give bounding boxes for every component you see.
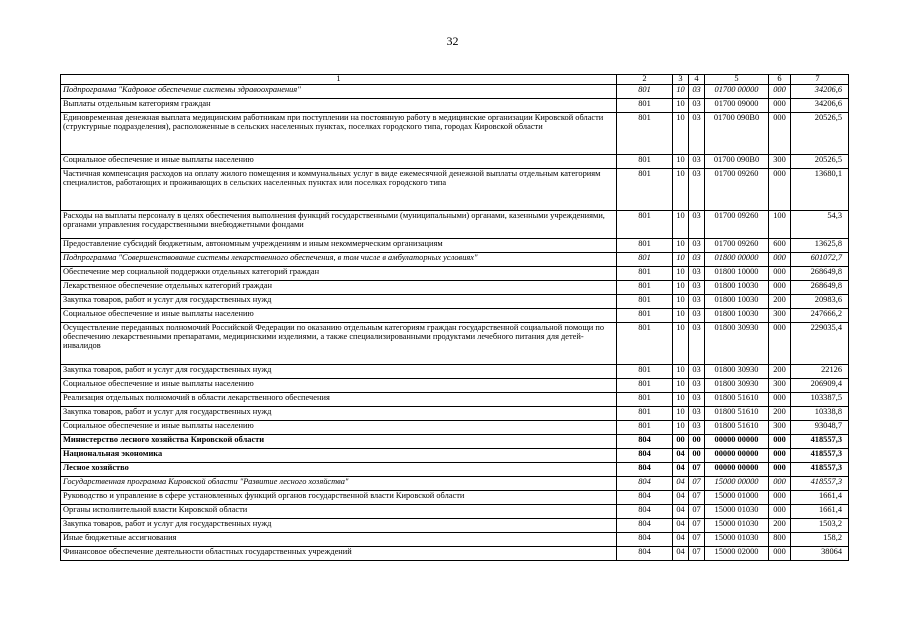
table-row (61, 239, 849, 253)
row-amount: 418557,3 (791, 449, 849, 463)
row-section: 10 (673, 295, 689, 309)
row-expense-type: 000 (769, 547, 791, 561)
row-target-article: 15000 01000 (705, 491, 769, 505)
header-cell: 5 (705, 75, 769, 85)
row-ministry-code: 801 (617, 295, 673, 309)
table-row (61, 449, 849, 463)
row-subsection: 03 (689, 407, 705, 421)
row-description: Финансовое обеспечение деятельности областных государственных учреждений (61, 547, 617, 561)
row-ministry-code: 804 (617, 533, 673, 547)
row-target-article: 01700 09260 (705, 239, 769, 253)
row-amount: 93048,7 (791, 421, 849, 435)
row-subsection: 03 (689, 365, 705, 379)
table-row (61, 169, 849, 211)
row-target-article: 15000 02000 (705, 547, 769, 561)
row-expense-type: 800 (769, 533, 791, 547)
row-description: Частичная компенсация расходов на оплату жилого помещения и коммунальных услуг в виде ежемесячной денежной выплаты отдельным категориям специалистов, работающих и проживающих в сельских населенных пунктах или поселках городского типа (61, 169, 617, 211)
row-section: 10 (673, 393, 689, 407)
row-ministry-code: 801 (617, 421, 673, 435)
row-subsection: 00 (689, 449, 705, 463)
row-subsection: 03 (689, 323, 705, 365)
row-section: 10 (673, 239, 689, 253)
row-description: Иные бюджетные ассигнования (61, 533, 617, 547)
row-expense-type: 200 (769, 407, 791, 421)
row-section: 10 (673, 379, 689, 393)
row-description: Руководство и управление в сфере установленных функций органов государственной власти Кировской области (61, 491, 617, 505)
row-description: Расходы на выплаты персоналу в целях обеспечения выполнения функций государственными (муниципальными) органами, казенными учреждениями, органами управления государственными внебюджетными фондами (61, 211, 617, 239)
row-subsection: 03 (689, 379, 705, 393)
row-target-article: 01800 10000 (705, 267, 769, 281)
row-target-article: 01800 51610 (705, 421, 769, 435)
header-cell: 1 (61, 75, 617, 85)
row-amount: 247666,2 (791, 309, 849, 323)
row-expense-type: 200 (769, 295, 791, 309)
row-subsection: 07 (689, 505, 705, 519)
row-expense-type: 000 (769, 85, 791, 99)
row-ministry-code: 801 (617, 113, 673, 155)
row-target-article: 01800 10030 (705, 281, 769, 295)
row-target-article: 01700 09260 (705, 211, 769, 239)
row-description: Органы исполнительной власти Кировской области (61, 505, 617, 519)
row-target-article: 01800 30930 (705, 379, 769, 393)
row-ministry-code: 801 (617, 169, 673, 211)
row-description: Реализация отдельных полномочий в области лекарственного обеспечения (61, 393, 617, 407)
row-expense-type: 000 (769, 169, 791, 211)
row-description: Закупка товаров, работ и услуг для государственных нужд (61, 407, 617, 421)
table-row (61, 407, 849, 421)
table-row (61, 281, 849, 295)
table-row (61, 547, 849, 561)
row-section: 00 (673, 435, 689, 449)
row-target-article: 01700 090В0 (705, 155, 769, 169)
row-description: Закупка товаров, работ и услуг для государственных нужд (61, 365, 617, 379)
row-subsection: 07 (689, 533, 705, 547)
row-ministry-code: 804 (617, 547, 673, 561)
table-row (61, 211, 849, 239)
row-description: Социальное обеспечение и иные выплаты населению (61, 309, 617, 323)
row-section: 10 (673, 407, 689, 421)
row-subsection: 03 (689, 85, 705, 99)
row-description: Социальное обеспечение и иные выплаты населению (61, 379, 617, 393)
row-target-article: 00000 00000 (705, 449, 769, 463)
row-amount: 20526,5 (791, 155, 849, 169)
row-amount: 38064 (791, 547, 849, 561)
row-amount: 268649,8 (791, 267, 849, 281)
table-row (61, 435, 849, 449)
row-section: 10 (673, 421, 689, 435)
table-row (61, 533, 849, 547)
row-section: 10 (673, 309, 689, 323)
table-row (61, 267, 849, 281)
row-description: Социальное обеспечение и иные выплаты населению (61, 421, 617, 435)
row-ministry-code: 801 (617, 281, 673, 295)
row-expense-type: 600 (769, 239, 791, 253)
row-description: Государственная программа Кировской области "Развитие лесного хозяйства" (61, 477, 617, 491)
row-amount: 13625,8 (791, 239, 849, 253)
row-subsection: 03 (689, 393, 705, 407)
table-header-row (61, 75, 849, 85)
row-expense-type: 000 (769, 477, 791, 491)
row-section: 10 (673, 281, 689, 295)
row-amount: 158,2 (791, 533, 849, 547)
row-target-article: 01800 51610 (705, 407, 769, 421)
row-section: 04 (673, 519, 689, 533)
row-ministry-code: 801 (617, 253, 673, 267)
row-description: Подпрограмма "Совершенствование системы лекарственного обеспечения, в том числе в амбулаторных условиях" (61, 253, 617, 267)
row-description: Социальное обеспечение и иные выплаты населению (61, 155, 617, 169)
row-expense-type: 300 (769, 155, 791, 169)
row-expense-type: 000 (769, 491, 791, 505)
row-description: Единовременная денежная выплата медицинским работникам при поступлении на постоянную работу в медицинские организации Кировской области (структурные подразделения), расположенные в сельских населенных пунктах, поселках городского типа, городах Кировской области (61, 113, 617, 155)
row-amount: 13680,1 (791, 169, 849, 211)
row-section: 10 (673, 99, 689, 113)
row-target-article: 01700 00000 (705, 85, 769, 99)
row-ministry-code: 804 (617, 505, 673, 519)
row-subsection: 03 (689, 169, 705, 211)
table-row (61, 393, 849, 407)
row-subsection: 03 (689, 267, 705, 281)
row-amount: 601072,7 (791, 253, 849, 267)
row-target-article: 15000 00000 (705, 477, 769, 491)
row-expense-type: 000 (769, 435, 791, 449)
header-cell: 3 (673, 75, 689, 85)
row-section: 04 (673, 491, 689, 505)
row-description: Предоставление субсидий бюджетным, автономным учреждениям и иным некоммерческим организациям (61, 239, 617, 253)
row-target-article: 01800 10030 (705, 295, 769, 309)
row-amount: 22126 (791, 365, 849, 379)
row-subsection: 03 (689, 295, 705, 309)
row-section: 04 (673, 533, 689, 547)
row-target-article: 01800 30930 (705, 365, 769, 379)
table-row (61, 365, 849, 379)
row-amount: 34206,6 (791, 99, 849, 113)
row-description: Лесное хозяйство (61, 463, 617, 477)
row-subsection: 03 (689, 253, 705, 267)
table-row (61, 295, 849, 309)
page-number: 32 (446, 34, 459, 48)
row-description: Закупка товаров, работ и услуг для государственных нужд (61, 519, 617, 533)
row-description: Министерство лесного хозяйства Кировской области (61, 435, 617, 449)
row-section: 10 (673, 365, 689, 379)
table-row (61, 99, 849, 113)
table-row (61, 421, 849, 435)
row-description: Обеспечение мер социальной поддержки отдельных категорий граждан (61, 267, 617, 281)
row-description: Выплаты отдельным категориям граждан (61, 99, 617, 113)
row-expense-type: 300 (769, 309, 791, 323)
row-expense-type: 000 (769, 253, 791, 267)
row-amount: 10338,8 (791, 407, 849, 421)
row-expense-type: 000 (769, 99, 791, 113)
row-section: 04 (673, 547, 689, 561)
row-amount: 229035,4 (791, 323, 849, 365)
row-expense-type: 000 (769, 463, 791, 477)
row-ministry-code: 801 (617, 323, 673, 365)
row-description: Осуществление переданных полномочий Российской Федерации по оказанию отдельным категориям граждан государственной социальной помощи по обеспечению лекарственными препаратами, медицинскими изделиями, а также специализированными продуктами лечебного питания для детей-инвалидов (61, 323, 617, 365)
row-amount: 206909,4 (791, 379, 849, 393)
row-target-article: 00000 00000 (705, 435, 769, 449)
row-section: 04 (673, 477, 689, 491)
row-ministry-code: 801 (617, 267, 673, 281)
row-target-article: 01800 51610 (705, 393, 769, 407)
row-expense-type: 000 (769, 267, 791, 281)
table-row (61, 155, 849, 169)
row-subsection: 03 (689, 281, 705, 295)
row-section: 10 (673, 85, 689, 99)
row-amount: 20983,6 (791, 295, 849, 309)
row-subsection: 03 (689, 155, 705, 169)
row-ministry-code: 801 (617, 211, 673, 239)
row-ministry-code: 804 (617, 463, 673, 477)
row-expense-type: 200 (769, 519, 791, 533)
row-section: 04 (673, 505, 689, 519)
table-row (61, 463, 849, 477)
row-expense-type: 000 (769, 281, 791, 295)
row-expense-type: 300 (769, 379, 791, 393)
table-row (61, 505, 849, 519)
row-ministry-code: 801 (617, 239, 673, 253)
row-ministry-code: 801 (617, 407, 673, 421)
row-ministry-code: 801 (617, 393, 673, 407)
row-target-article: 15000 01030 (705, 533, 769, 547)
row-expense-type: 000 (769, 449, 791, 463)
table-row (61, 477, 849, 491)
row-section: 10 (673, 113, 689, 155)
row-amount: 103387,5 (791, 393, 849, 407)
row-subsection: 03 (689, 421, 705, 435)
row-ministry-code: 804 (617, 449, 673, 463)
budget-table (60, 74, 849, 561)
row-subsection: 07 (689, 547, 705, 561)
row-expense-type: 000 (769, 393, 791, 407)
row-target-article: 15000 01030 (705, 505, 769, 519)
row-expense-type: 000 (769, 323, 791, 365)
row-ministry-code: 801 (617, 379, 673, 393)
row-ministry-code: 804 (617, 491, 673, 505)
table-row (61, 309, 849, 323)
row-amount: 34206,6 (791, 85, 849, 99)
table-row (61, 113, 849, 155)
table-row (61, 85, 849, 99)
row-ministry-code: 801 (617, 365, 673, 379)
row-ministry-code: 801 (617, 85, 673, 99)
row-target-article: 15000 01030 (705, 519, 769, 533)
row-section: 04 (673, 449, 689, 463)
row-target-article: 00000 00000 (705, 463, 769, 477)
row-target-article: 01800 00000 (705, 253, 769, 267)
row-section: 10 (673, 211, 689, 239)
row-ministry-code: 804 (617, 477, 673, 491)
table-row (61, 379, 849, 393)
row-target-article: 01800 10030 (705, 309, 769, 323)
row-ministry-code: 801 (617, 309, 673, 323)
row-subsection: 03 (689, 309, 705, 323)
header-cell: 4 (689, 75, 705, 85)
row-amount: 54,3 (791, 211, 849, 239)
row-subsection: 00 (689, 435, 705, 449)
row-section: 10 (673, 323, 689, 365)
row-subsection: 03 (689, 239, 705, 253)
table-row (61, 491, 849, 505)
row-section: 10 (673, 267, 689, 281)
header-cell: 7 (791, 75, 849, 85)
row-ministry-code: 801 (617, 99, 673, 113)
table-row (61, 323, 849, 365)
row-subsection: 07 (689, 491, 705, 505)
row-ministry-code: 804 (617, 519, 673, 533)
row-expense-type: 100 (769, 211, 791, 239)
row-amount: 20526,5 (791, 113, 849, 155)
row-expense-type: 000 (769, 505, 791, 519)
table-row (61, 253, 849, 267)
row-section: 10 (673, 155, 689, 169)
row-ministry-code: 804 (617, 435, 673, 449)
row-target-article: 01700 09000 (705, 99, 769, 113)
row-amount: 418557,3 (791, 463, 849, 477)
row-section: 10 (673, 253, 689, 267)
row-subsection: 07 (689, 477, 705, 491)
row-amount: 268649,8 (791, 281, 849, 295)
row-expense-type: 200 (769, 365, 791, 379)
row-amount: 1503,2 (791, 519, 849, 533)
row-amount: 1661,4 (791, 505, 849, 519)
row-description: Закупка товаров, работ и услуг для государственных нужд (61, 295, 617, 309)
row-section: 10 (673, 169, 689, 211)
row-description: Лекарственное обеспечение отдельных категорий граждан (61, 281, 617, 295)
row-description: Национальная экономика (61, 449, 617, 463)
row-amount: 1661,4 (791, 491, 849, 505)
table-row (61, 519, 849, 533)
row-target-article: 01800 30930 (705, 323, 769, 365)
row-section: 04 (673, 463, 689, 477)
row-target-article: 01700 090В0 (705, 113, 769, 155)
row-subsection: 07 (689, 463, 705, 477)
row-amount: 418557,3 (791, 477, 849, 491)
row-subsection: 03 (689, 113, 705, 155)
row-description: Подпрограмма "Кадровое обеспечение системы здравоохранения" (61, 85, 617, 99)
row-subsection: 03 (689, 99, 705, 113)
row-expense-type: 300 (769, 421, 791, 435)
header-cell: 6 (769, 75, 791, 85)
header-cell: 2 (617, 75, 673, 85)
row-subsection: 07 (689, 519, 705, 533)
row-amount: 418557,3 (791, 435, 849, 449)
row-ministry-code: 801 (617, 155, 673, 169)
row-expense-type: 000 (769, 113, 791, 155)
row-subsection: 03 (689, 211, 705, 239)
row-target-article: 01700 09260 (705, 169, 769, 211)
